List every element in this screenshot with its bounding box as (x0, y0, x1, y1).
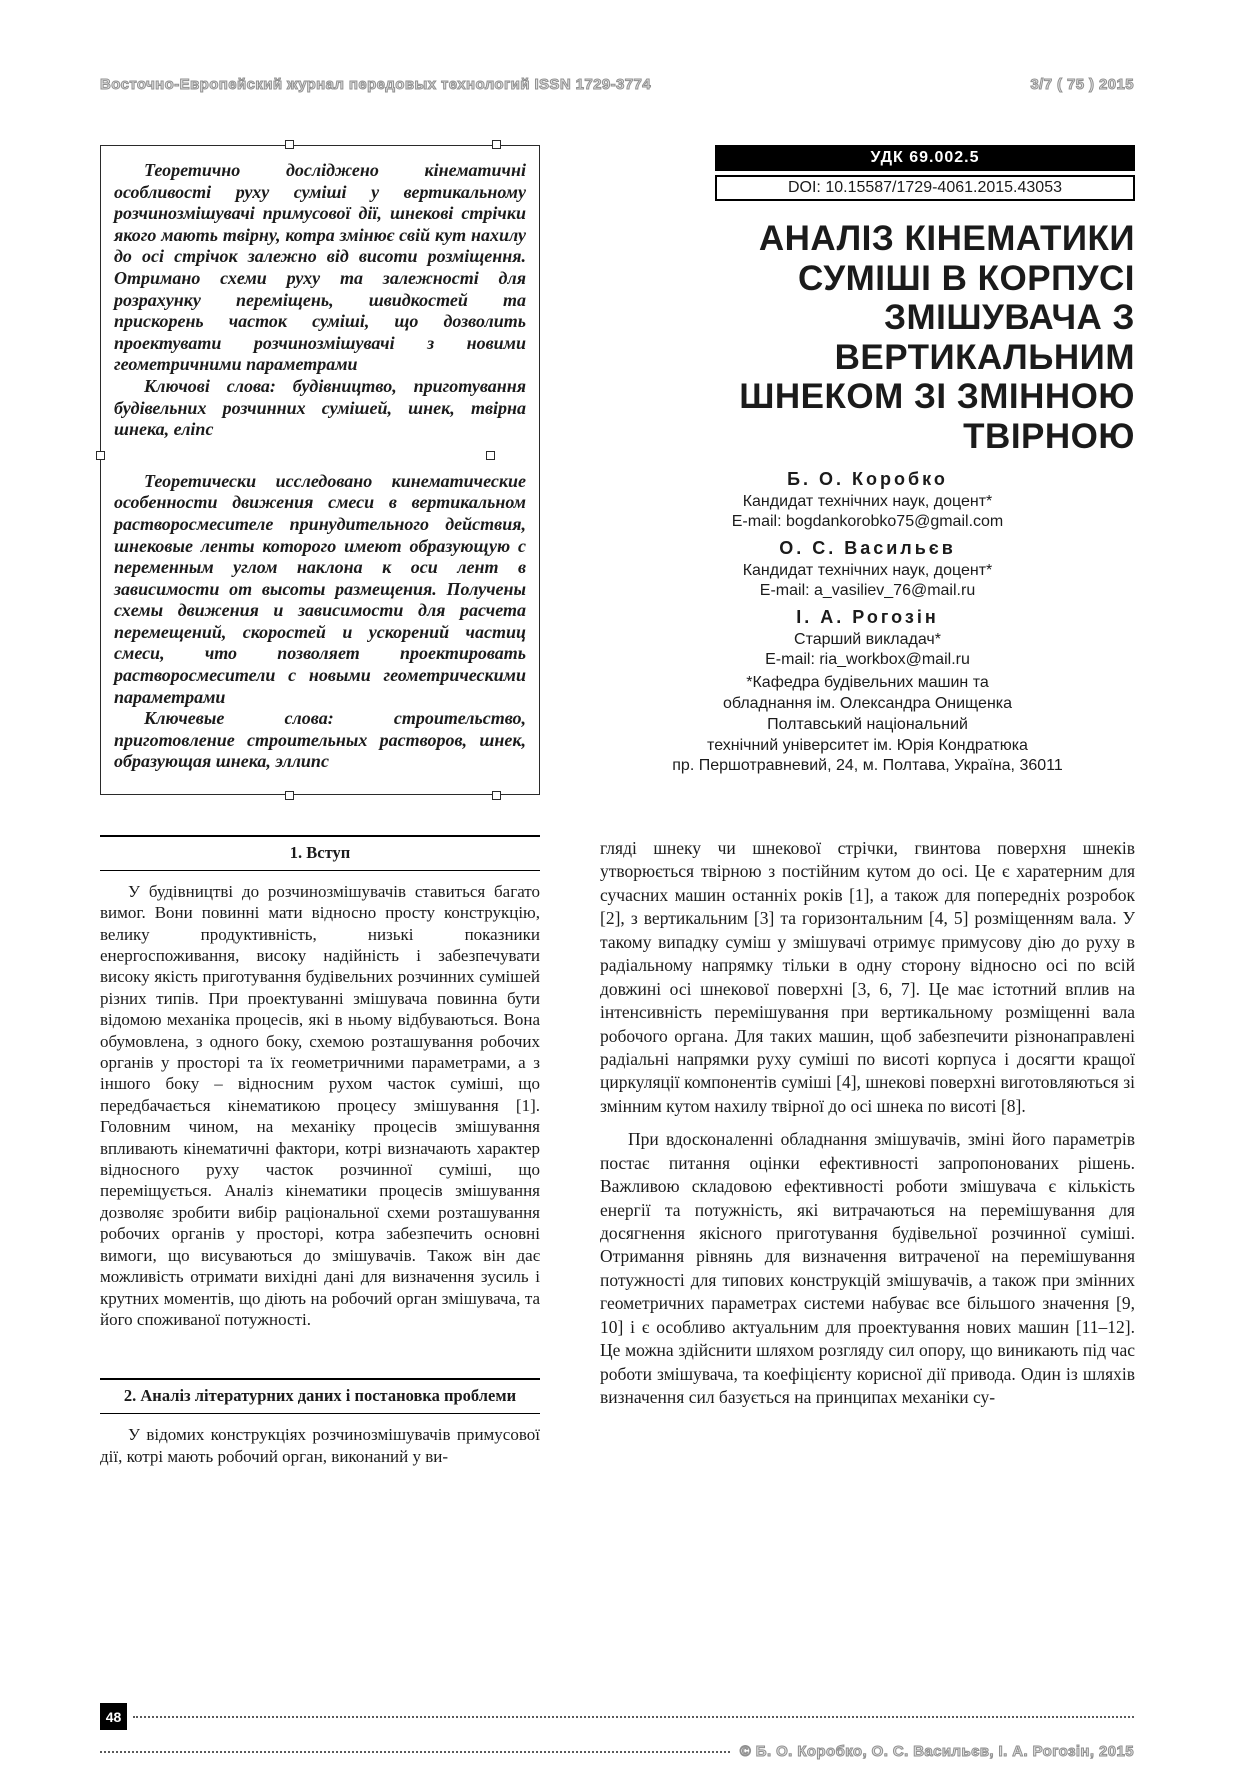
copyright-line: © Б. О. Коробко, О. С. Васильєв, І. А. Рогозін, 2015 (739, 1743, 1134, 1760)
article-title-line: АНАЛІЗ КІНЕМАТИКИ (758, 219, 1135, 258)
author-name: Б. О. Коробко (787, 469, 948, 490)
body-paragraph-continued: гляді шнеку чи шнекової стрічки, гвинтова поверхня шнеків утворюється твірною з постійним кутом до осі. Це є харатерним для сучасних машин останніх років [1], а також для попередніх розробок [2], з вертикальним [3] та горизонтальним [4, 5] розміщенням вала. У такому випадку суміш у змішувачі отримує примусову дію до руху в радіальному напрямку тільки в одну сторону відносно осі по всій довжині осі шнекової поверхні [3, 6, 7]. Це має істотний вплив на інтенсивність перемішування при вертикальному розміщенні вала робочого органа. Для таких машин, щоб забезпечити різнонаправлені радіальні напрямки руху суміші по висоті корпуса і досягти кращої циркуляції компонентів суміші [4], шнекові поверхні виготовляються зі змінним кутом нахилу твірної до осі шнека по висоті [8]. (600, 838, 1135, 1116)
doi-label: DOI: 10.15587/1729-4061.2015.43053 (715, 175, 1135, 201)
title-block (600, 145, 1135, 777)
article-title-line: ТВІРНОЮ (963, 416, 1135, 456)
journal-name: Восточно-Европейский журнал передовых технологий ISSN 1729-3774 (100, 76, 651, 93)
body-paragraph: При вдосконаленні обладнання змішувачів, зміні його параметрів постає питання оцінки ефективності запропонованих рішень. Важливою складовою ефективності роботи змішувача є кількість енергії та потужність, які витрачаються на перемішування для досягнення якісного приготування будівельної розчинної суміші. Отримання рівнянь для визначення витраченої на перемішування потужності для типових конструкцій змішувачів, а також при змінних геометричних параметрах системи набуває все більшого значення [9, 10] і є особливо актуальним для проектування нових машин [11–12]. Це можна здійснити шляхом розгляду сил опору, що виникають під час роботи змішувача, та коефіцієнту корисної дії привода. Один із шляхів визначення сил базується на принципах механіки су- (600, 1129, 1135, 1408)
article-title-line: ВЕРТИКАЛЬНИМ (834, 337, 1135, 377)
affiliation-line: *Кафедра будівельних машин та (746, 674, 989, 692)
abstract-russian: Теоретически исследовано кинематические особенности движения смеси в вертикальном растворосмесителе принудительного действия, шнековые ленты которого имеют образующую с переменным углом наклона к оси лент в зависимости от высоты размещения. Получены схемы движения и зависимости для расчета перемещений, скоростей и ускорений частиц смеси, что позволяет проектировать растворосмесители с новыми геометрическими параметрами (114, 470, 526, 707)
dotted-rule (100, 1751, 730, 1753)
article-title-line: СУМІШІ В КОРПУСІ (798, 258, 1135, 298)
author-role: Кандидат технічних наук, доцент* (742, 561, 993, 579)
author-name: І. А. Рогозін (796, 607, 939, 628)
author-name: О. С. Васильєв (779, 538, 956, 559)
right-column-body (600, 835, 1135, 1410)
affiliation-line: Полтавський національний (767, 715, 968, 733)
intro-paragraph: У будівництві до розчинозмішувачів ставиться багато вимог. Вони повинні мати відносно просту конструкцію, велику продуктивність, низькі показники енергоспоживання, високу надійність і забезпечувати високу якість приготування будівельних розчинних сумішей різних типів. При проектуванні змішувача повинна бути відомою механіка процесів, які в ньому відбуваються. Вона обумовлена, з одного боку, схемою розташування робочих органів у просторі та їх геометричними параметрами, а з іншого боку – відносним рухом часток суміші, що передбачається кінематикою процесу змішування [1]. Головним чином, на механіку процесів змішування впливають кінематичні фактори, котрі визначають характер відносного руху часток розчинної суміші, що переміщується. Аналіз кінематики процесів змішування дозволяє зробити вибір раціональної схеми розташування робочих органів у просторі, котра забезпечить основні вимоги, що висуваються до змішувачів. Також він дає можливість отримати вихідні дані для визначення зусиль і крутних моментів, що діють на робочий орган змішувача, та його споживаної потужності. (100, 881, 540, 1329)
author-email: E-mail: ria_workbox@mail.ru (765, 651, 970, 669)
keywords-russian: Ключевые слова: строительство, приготовление строительных растворов, шнек, образующая шнека, эллипс (114, 708, 526, 772)
article-title-line: ШНЕКОМ ЗІ ЗМІННОЮ (739, 377, 1135, 417)
box-square-decoration (492, 791, 501, 800)
authors-block (600, 468, 1135, 777)
article-title (600, 219, 1135, 456)
dotted-rule (133, 1716, 1134, 1718)
issue-number: 3/7 ( 75 ) 2015 (1030, 76, 1134, 93)
left-column-body (100, 835, 540, 1467)
footer-pagination-row (100, 1703, 1134, 1730)
box-square-decoration (492, 140, 501, 149)
author-role: Старший викладач* (794, 630, 941, 648)
section2-paragraph: У відомих конструкціях розчинозмішувачів примусової дії, котрі мають робочий орган, виконаний у ви- (100, 1425, 540, 1466)
author-role: Кандидат технічних наук, доцент* (742, 492, 993, 510)
abstract-divider (114, 441, 526, 471)
box-square-decoration (96, 451, 105, 460)
section-heading-1: 1. Вступ (100, 835, 540, 871)
author-email: E-mail: bogdankorobko75@gmail.com (731, 513, 1004, 531)
keywords-ukrainian: Ключові слова: будівництво, приготування будівельних розчинних сумішей, шнек, твірна шнека, еліпс (114, 375, 526, 440)
abstract-box (100, 145, 540, 795)
box-square-decoration (285, 791, 294, 800)
affiliation-line: обладнання ім. Олександра Онищенка (722, 695, 1013, 713)
author-email: E-mail: a_vasiliev_76@mail.ru (759, 582, 976, 600)
udc-label: УДК 69.002.5 (715, 145, 1135, 171)
page-number: 48 (100, 1703, 127, 1730)
footer-copyright-row (100, 1743, 1134, 1760)
running-head (100, 76, 1134, 93)
article-title-line: ЗМІШУВАЧА З (884, 298, 1135, 338)
abstract-ukrainian: Теоретично досліджено кінематичні особливості руху суміші у вертикальному розчинозмішувачі примусової дії, шнекові стрічки якого мають твірну, котра змінює свій кут нахилу до осі стрічок залежно від висоти розміщення. Отримано схеми руху та залежності для розрахунку переміщень, швидкостей та прискорень часток суміші, що дозволить проектувати розчинозмішувачі з новими геометричними параметрами (114, 160, 526, 375)
affiliation-line: технічний університет ім. Юрія Кондратюка (707, 736, 1028, 754)
affiliation-block (600, 673, 1135, 777)
page-content (100, 145, 1135, 1467)
affiliation-line: пр. Першотравневий, 24, м. Полтава, Україна, 36011 (672, 757, 1063, 775)
box-square-decoration (486, 451, 495, 460)
box-square-decoration (285, 140, 294, 149)
section-heading-2: 2. Аналіз літературних даних і постановка проблеми (100, 1378, 540, 1414)
